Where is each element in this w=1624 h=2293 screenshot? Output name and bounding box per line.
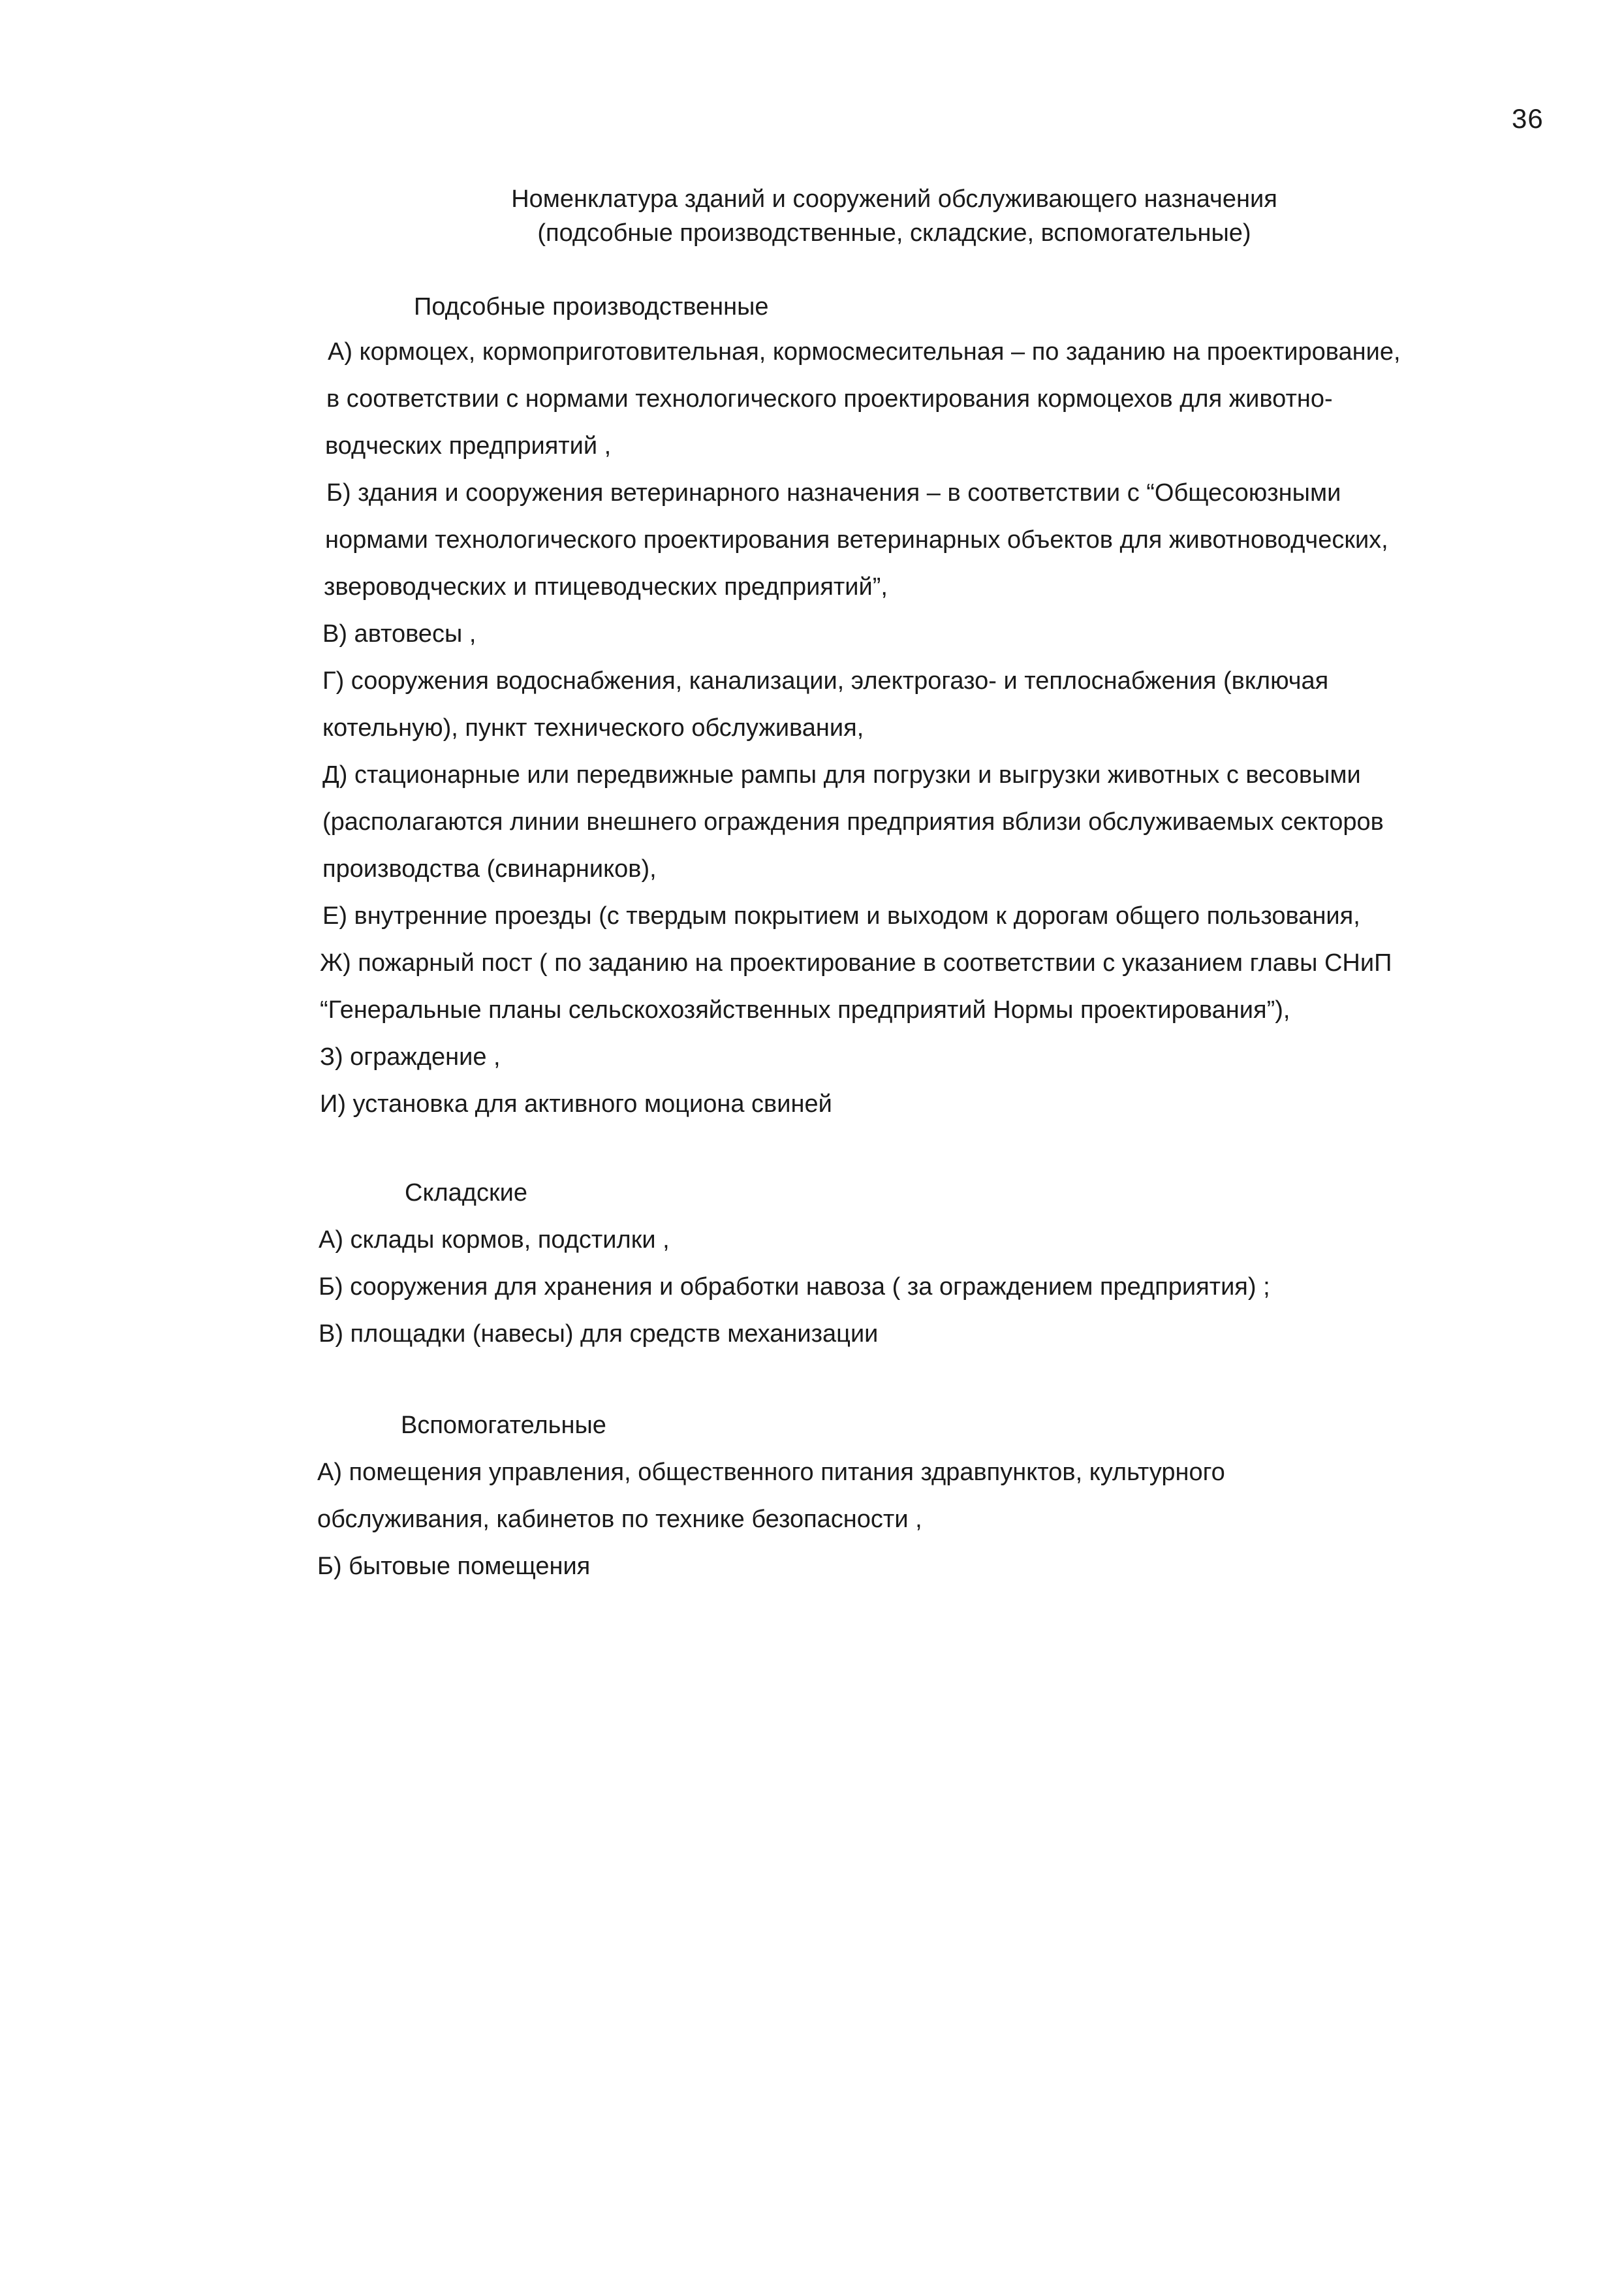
list-item: Е) внутренние проезды (с твердым покрытием и выходом к дорогам общего пользования, — [322, 902, 1360, 930]
list-item: нормами технологического проектирования ветеринарных объектов для животноводческих, — [325, 526, 1388, 554]
document-title-line-2: (подсобные производственные, складские, вспомогательные) — [537, 219, 1251, 247]
list-item: (располагаются линии внешнего ограждения предприятия вблизи обслуживаемых секторов — [322, 808, 1384, 836]
section-heading-ancillary: Вспомогательные — [401, 1412, 606, 1439]
list-item: А) кормоцех, кормоприготовительная, кормосмесительная – по заданию на проектирование, — [328, 338, 1401, 366]
list-item: А) склады кормов, подстилки , — [319, 1226, 670, 1254]
list-item: З) ограждение , — [320, 1043, 501, 1071]
list-item: звероводческих и птицеводческих предприятий”, — [324, 573, 888, 601]
list-item: “Генеральные планы сельскохозяйственных предприятий Нормы проектирования”), — [320, 996, 1290, 1024]
list-item: Д) стационарные или передвижные рампы для погрузки и выгрузки животных с весовыми — [322, 761, 1361, 789]
list-item: водческих предприятий , — [325, 432, 612, 460]
list-item: Б) здания и сооружения ветеринарного назначения – в соответствии с “Общесоюзными — [326, 479, 1341, 507]
list-item: обслуживания, кабинетов по технике безопасности , — [317, 1506, 922, 1533]
list-item: Ж) пожарный пост ( по заданию на проектирование в соответствии с указанием главы СНиП — [320, 949, 1392, 977]
list-item: производства (свинарников), — [322, 855, 657, 883]
list-item: В) площадки (навесы) для средств механизации — [319, 1320, 879, 1348]
section-heading-auxiliary-production: Подсобные производственные — [414, 293, 769, 321]
document-title-line-1: Номенклатура зданий и сооружений обслуживающего назначения — [511, 185, 1277, 213]
section-heading-storage: Складские — [405, 1179, 527, 1207]
list-item: Б) сооружения для хранения и обработки навоза ( за ограждением предприятия) ; — [319, 1273, 1270, 1301]
list-item: Г) сооружения водоснабжения, канализации, электрогазо- и теплоснабжения (включая — [322, 667, 1329, 695]
list-item: И) установка для активного моциона свиней — [320, 1090, 832, 1118]
page-number: 36 — [1512, 103, 1544, 134]
list-item: в соответствии с нормами технологического проектирования кормоцехов для животно- — [326, 385, 1333, 413]
list-item: В) автовесы , — [322, 620, 476, 648]
list-item: котельную), пункт технического обслуживания, — [322, 714, 864, 742]
list-item: А) помещения управления, общественного питания здравпунктов, культурного — [317, 1459, 1225, 1486]
list-item: Б) бытовые помещения — [317, 1553, 591, 1580]
